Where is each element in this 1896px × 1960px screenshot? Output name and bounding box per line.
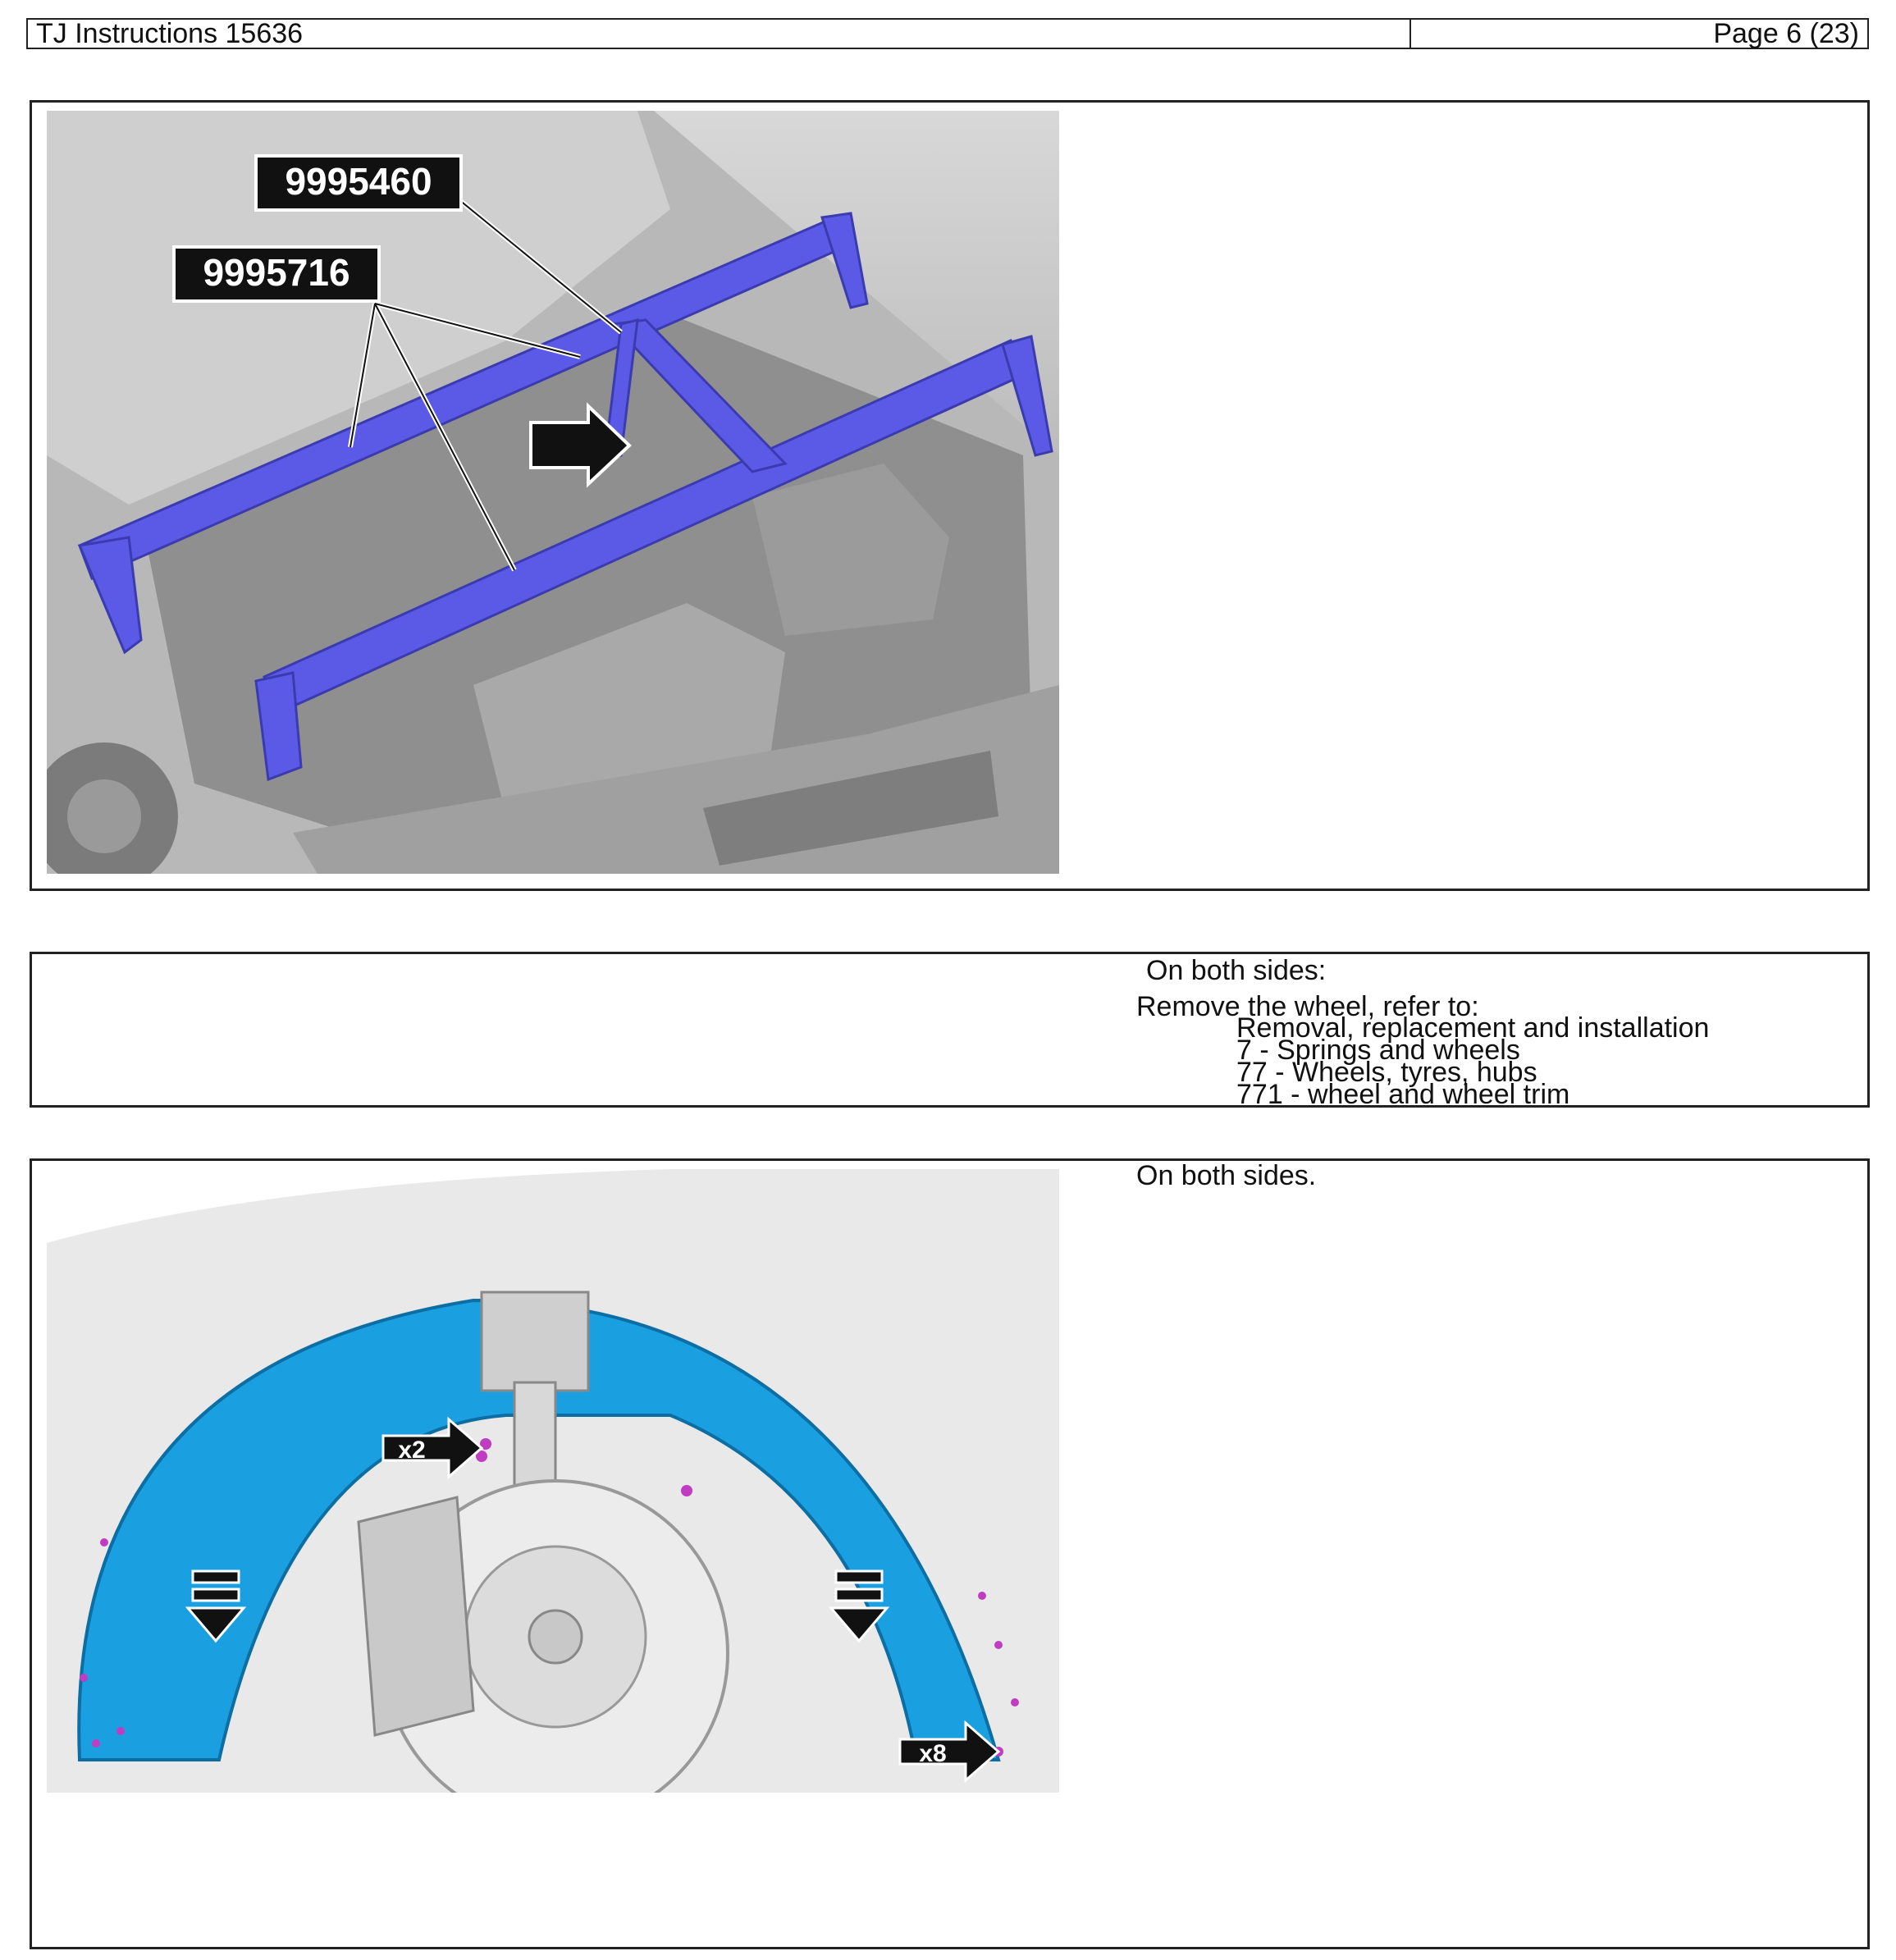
step-instruction: Remove the wheel, refer to: [1136,991,1479,1022]
fastener-count-x2: x2 [398,1437,426,1464]
spring-shape [482,1292,588,1391]
engine-support-figure [47,111,1059,874]
reference-line[interactable]: 7 - Springs and wheels [1236,1035,1520,1066]
reference-line[interactable]: Removal, replacement and installation [1236,1012,1710,1044]
step-intro: On both sides: [1146,955,1327,986]
page-header [26,18,1869,49]
page-number: Page 6 (23) [1713,18,1859,49]
document-title: TJ Instructions 15636 [28,20,1411,48]
step-note: On both sides. [1136,1160,1317,1191]
fastener-count-x8: x8 [919,1740,947,1767]
step-wheel-liner [30,1158,1870,1949]
tool-callout-9995716: 9995716 [203,251,350,294]
reference-line[interactable]: 771 - wheel and wheel trim [1236,1079,1570,1110]
step-engine-support [30,100,1870,891]
step-remove-wheel [30,952,1870,1108]
caliper-shape [359,1497,473,1735]
reference-line[interactable]: 77 - Wheels, tyres, hubs [1236,1057,1537,1088]
wheel-liner-figure [47,1169,1059,1793]
tool-callout-9995460: 9995460 [285,160,432,203]
